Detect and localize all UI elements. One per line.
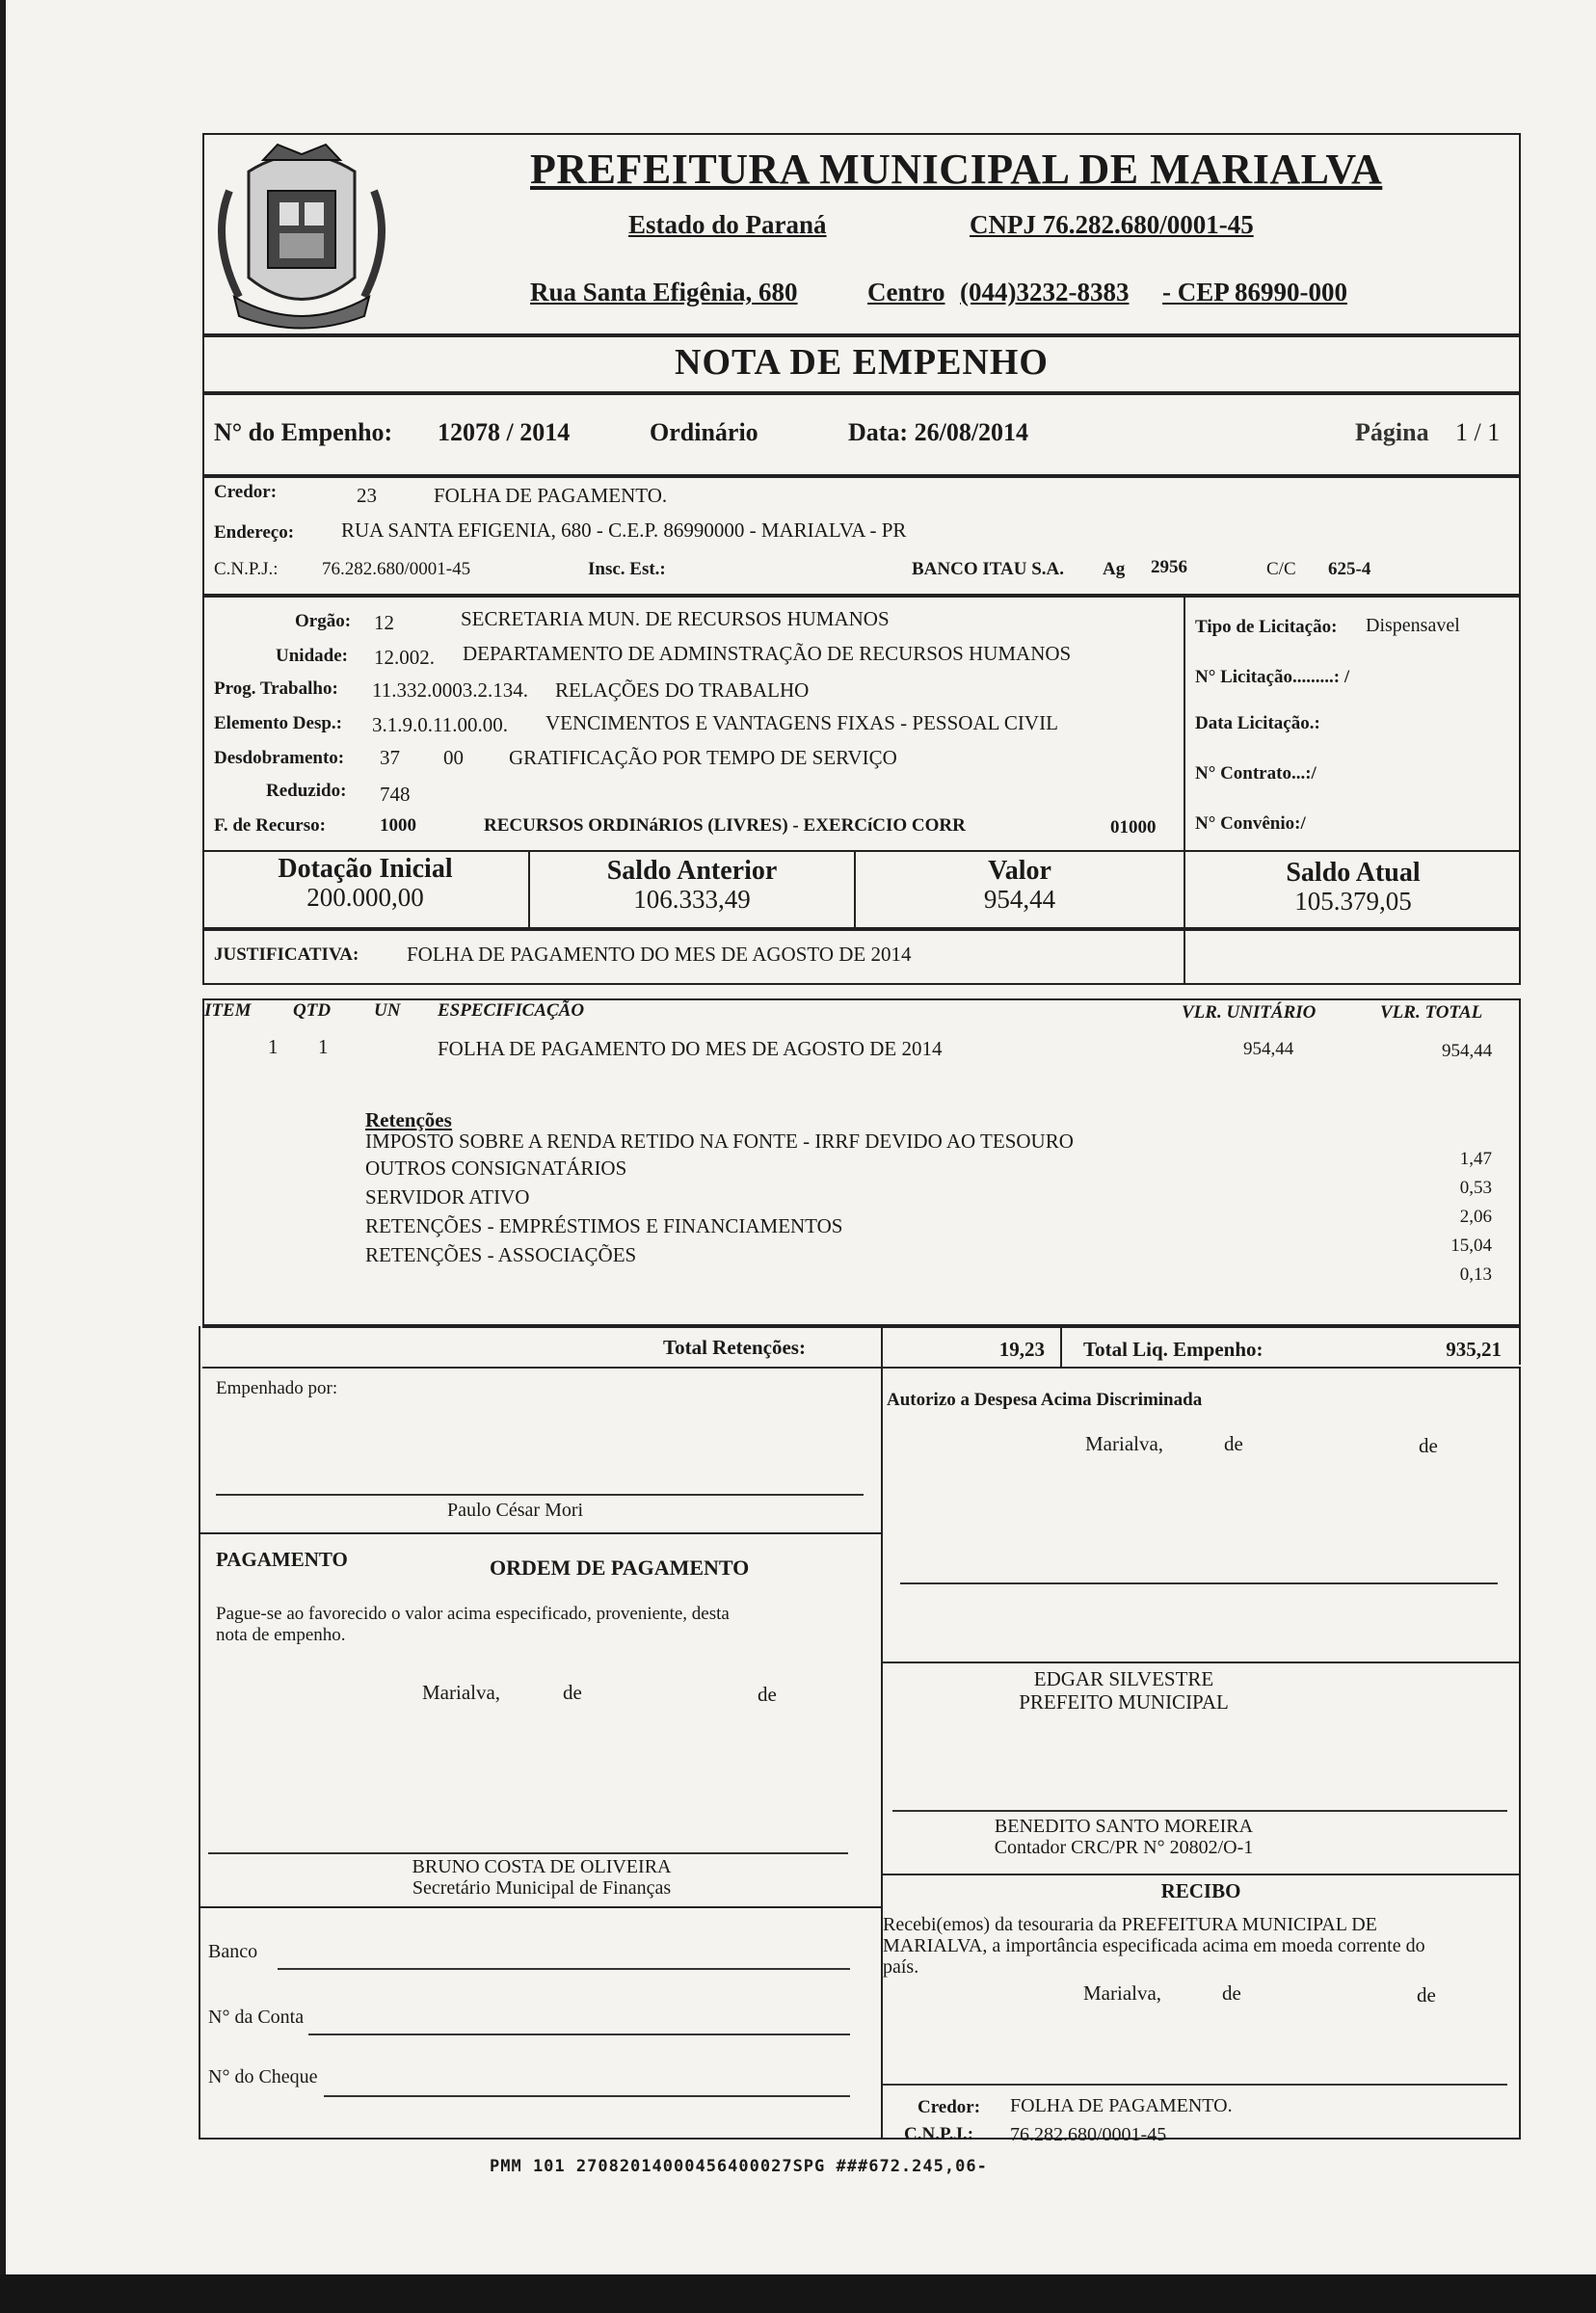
finance-secretary-name: BRUNO COSTA DE OLIVEIRA [412,1856,672,1877]
scan-border-bottom [0,2274,1596,2313]
unidade-label: Unidade: [276,646,348,666]
empenho-date: Data: 26/08/2014 [848,418,1029,446]
street-address: Rua Santa Efigênia, 680 [530,278,798,306]
mayor-role: PREFEITO MUNICIPAL [1019,1690,1229,1714]
col-item: ITEM [204,1000,252,1021]
resource-label: F. de Recurso: [214,815,326,836]
row-item: 1 [268,1035,279,1058]
program-name: RELAÇÕES DO TRABALHO [555,678,810,702]
retention-label: OUTROS CONSIGNATÁRIOS [365,1156,627,1180]
justification-text: FOLHA DE PAGAMENTO DO MES DE AGOSTO DE 2014 [407,943,912,966]
receipt-creditor-name: FOLHA DE PAGAMENTO. [1010,2095,1233,2116]
element-code: 3.1.9.0.11.00.00. [372,713,508,736]
retention-label: RETENÇÕES - ASSOCIAÇÕES [365,1243,637,1266]
receipt-creditor-label: Credor: [918,2097,981,2117]
bank-name: BANCO ITAU S.A. [912,559,1065,579]
program-label: Prog. Trabalho: [214,678,338,699]
total-retentions-label: Total Retenções: [663,1336,806,1359]
row-unit-value: 954,44 [1243,1039,1294,1059]
orgao-name: SECRETARIA MUN. DE RECURSOS HUMANOS [461,607,890,630]
payment-city: Marialva, [422,1681,501,1704]
breakdown-name: GRATIFICAÇÃO POR TEMPO DE SERVIÇO [509,746,897,769]
receipt-cnpj-label: C.N.P.J.: [904,2124,974,2144]
retention-value: 15,04 [1450,1236,1492,1256]
retentions-title: Retenções [365,1108,452,1131]
payment-label: PAGAMENTO [216,1548,348,1571]
retention-label: IMPOSTO SOBRE A RENDA RETIDO NA FONTE - IRRF DEVIDO AO TESOURO [365,1130,1074,1153]
phone: (044)3232-8383 [960,278,1130,306]
orgao-label: Orgão: [295,611,352,631]
account-number-label: N° da Conta [208,2007,305,2028]
reduced-label: Reduzido: [266,781,347,801]
finance-secretary-role: Secretário Municipal de Finanças [412,1877,672,1899]
authorization-label: Autorizo a Despesa Acima Discriminada [887,1390,1203,1410]
footer-code: PMM 101 27082014000456400027SPG ###672.245,06- [490,2157,988,2176]
receipt-line-2: MARIALVA, a importância especificada acima em moeda corrente do [883,1935,1425,1956]
breakdown-subcode: 00 [443,746,464,769]
municipality-cnpj: CNPJ 76.282.680/0001-45 [970,210,1254,239]
creditor-code: 23 [357,484,377,507]
district: Centro [867,278,945,306]
payment-de-2: de [758,1683,777,1706]
page-number: 1 / 1 [1455,418,1501,446]
accountant-name: BENEDITO SANTO MOREIRA [994,1816,1254,1837]
creditor-name: FOLHA DE PAGAMENTO. [434,484,668,507]
program-code: 11.332.0003.2.134. [372,678,528,702]
total-retentions-value: 19,23 [998,1338,1045,1361]
payment-text-line-2: nota de empenho. [216,1625,346,1645]
col-specification: ESPECIFICAÇÃO [438,1000,585,1021]
bid-date-label: Data Licitação.: [1195,713,1320,733]
municipality-title: PREFEITURA MUNICIPAL DE MARIALVA [530,146,1383,193]
creditor-cnpj: 76.282.680/0001-45 [322,559,471,579]
element-name: VENCIMENTOS E VANTAGENS FIXAS - PESSOAL CIVIL [545,711,1058,734]
col-unit-value: VLR. UNITÁRIO [1182,1002,1317,1023]
nota-de-empenho-document [202,133,1521,2176]
agency-label: Ag [1103,559,1126,579]
net-total-label: Total Liq. Empenho: [1083,1338,1264,1361]
payment-de-1: de [563,1681,582,1704]
element-label: Elemento Desp.: [214,713,342,733]
receipt-signature-line [883,2084,1507,2086]
resource-code: 1000 [380,815,416,836]
bank-field-line [278,1968,850,1970]
amount-label: Valor [988,856,1051,886]
empenho-number: 12078 / 2014 [438,418,571,446]
agency-number: 2956 [1151,557,1187,577]
unidade-code: 12.002. [374,646,435,669]
row-qtd: 1 [318,1035,329,1058]
reduced-code: 748 [380,783,411,806]
empenho-number-label: N° do Empenho: [214,418,393,446]
col-un: UN [374,1000,401,1021]
amount-value: 954,44 [983,885,1056,914]
justification-label: JUSTIFICATIVA: [214,944,359,965]
col-total-value: VLR. TOTAL [1380,1002,1483,1023]
current-balance-label: Saldo Atual [1286,858,1421,888]
insc-est-label: Insc. Est.: [588,559,666,579]
empenho-type: Ordinário [650,418,758,446]
bid-type-label: Tipo de Licitação: [1195,617,1338,637]
receipt-title: RECIBO [1160,1879,1241,1902]
retention-label: RETENÇÕES - EMPRÉSTIMOS E FINANCIAMENTOS [365,1214,843,1237]
receipt-city: Marialva, [1083,1981,1162,2005]
accountant-role: Contador CRC/PR N° 20802/O-1 [994,1837,1254,1858]
receipt-line-3: país. [883,1956,919,1978]
resource-name: RECURSOS ORDINáRIOS (LIVRES) - EXERCíCIO CORR [484,815,966,836]
municipal-crest-icon [210,133,393,335]
mayor-name: EDGAR SILVESTRE [1033,1667,1214,1690]
creditor-address: RUA SANTA EFIGENIA, 680 - C.E.P. 86990000 - MARIALVA - PR [341,518,907,542]
payment-text-line-1: Pague-se ao favorecido o valor acima especificado, proveniente, desta [216,1604,730,1624]
creditor-label: Credor: [214,482,278,502]
bid-type: Dispensavel [1366,615,1460,636]
receipt-cnpj: 76.282.680/0001-45 [1010,2124,1167,2145]
row-total-value: 954,44 [1442,1041,1493,1061]
payment-order-title: ORDEM DE PAGAMENTO [490,1555,750,1580]
previous-balance-value: 106.333,49 [633,885,751,914]
receipt-de-1: de [1222,1981,1241,2005]
page-label: Página [1355,418,1429,446]
initial-allocation-label: Dotação Inicial [278,854,453,884]
scan-border-left [0,0,6,2313]
retention-label: SERVIDOR ATIVO [365,1185,530,1209]
bid-number-label: N° Licitação.........: / [1195,667,1350,687]
account-label: C/C [1266,559,1296,579]
net-total-value: 935,21 [1446,1338,1502,1361]
previous-balance-label: Saldo Anterior [606,856,778,886]
authorization-de-2: de [1419,1434,1438,1457]
bank-label: Banco [208,1941,258,1962]
unidade-name: DEPARTAMENTO DE ADMINSTRAÇÃO DE RECURSOS HUMANOS [463,642,1072,665]
breakdown-label: Desdobramento: [214,748,345,768]
check-number-field-line [324,2095,850,2097]
orgao-code: 12 [374,611,394,634]
row-specification: FOLHA DE PAGAMENTO DO MES DE AGOSTO DE 2014 [438,1037,943,1060]
creditor-cnpj-label: C.N.P.J.: [214,559,279,579]
retention-value: 2,06 [1459,1207,1492,1227]
state-name: Estado do Paraná [628,210,827,239]
account-number: 625-4 [1328,559,1371,579]
resource-number: 01000 [1110,817,1157,837]
authorization-city: Marialva, [1085,1432,1164,1455]
committed-by-name: Paulo César Mori [447,1500,584,1521]
initial-allocation-value: 200.000,00 [306,883,424,912]
breakdown-code: 37 [380,746,400,769]
authorization-de-1: de [1224,1432,1243,1455]
retention-value: 1,47 [1459,1149,1492,1169]
current-balance-value: 105.379,05 [1294,887,1412,916]
committed-by-label: Empenhado por: [216,1378,338,1398]
col-qtd: QTD [293,1000,332,1021]
agreement-label: N° Convênio:/ [1195,813,1306,834]
receipt-line-1: Recebi(emos) da tesouraria da PREFEITURA MUNICIPAL DE [883,1914,1377,1935]
doc-title: NOTA DE EMPENHO [675,342,1049,383]
cep: - CEP 86990-000 [1162,278,1347,306]
receipt-de-2: de [1417,1983,1436,2007]
address-label: Endereço: [214,522,295,543]
retention-value: 0,13 [1459,1264,1492,1285]
contract-label: N° Contrato...:/ [1195,763,1317,784]
account-number-field-line [308,2034,850,2035]
check-number-label: N° do Cheque [208,2066,318,2087]
retention-value: 0,53 [1459,1178,1492,1198]
